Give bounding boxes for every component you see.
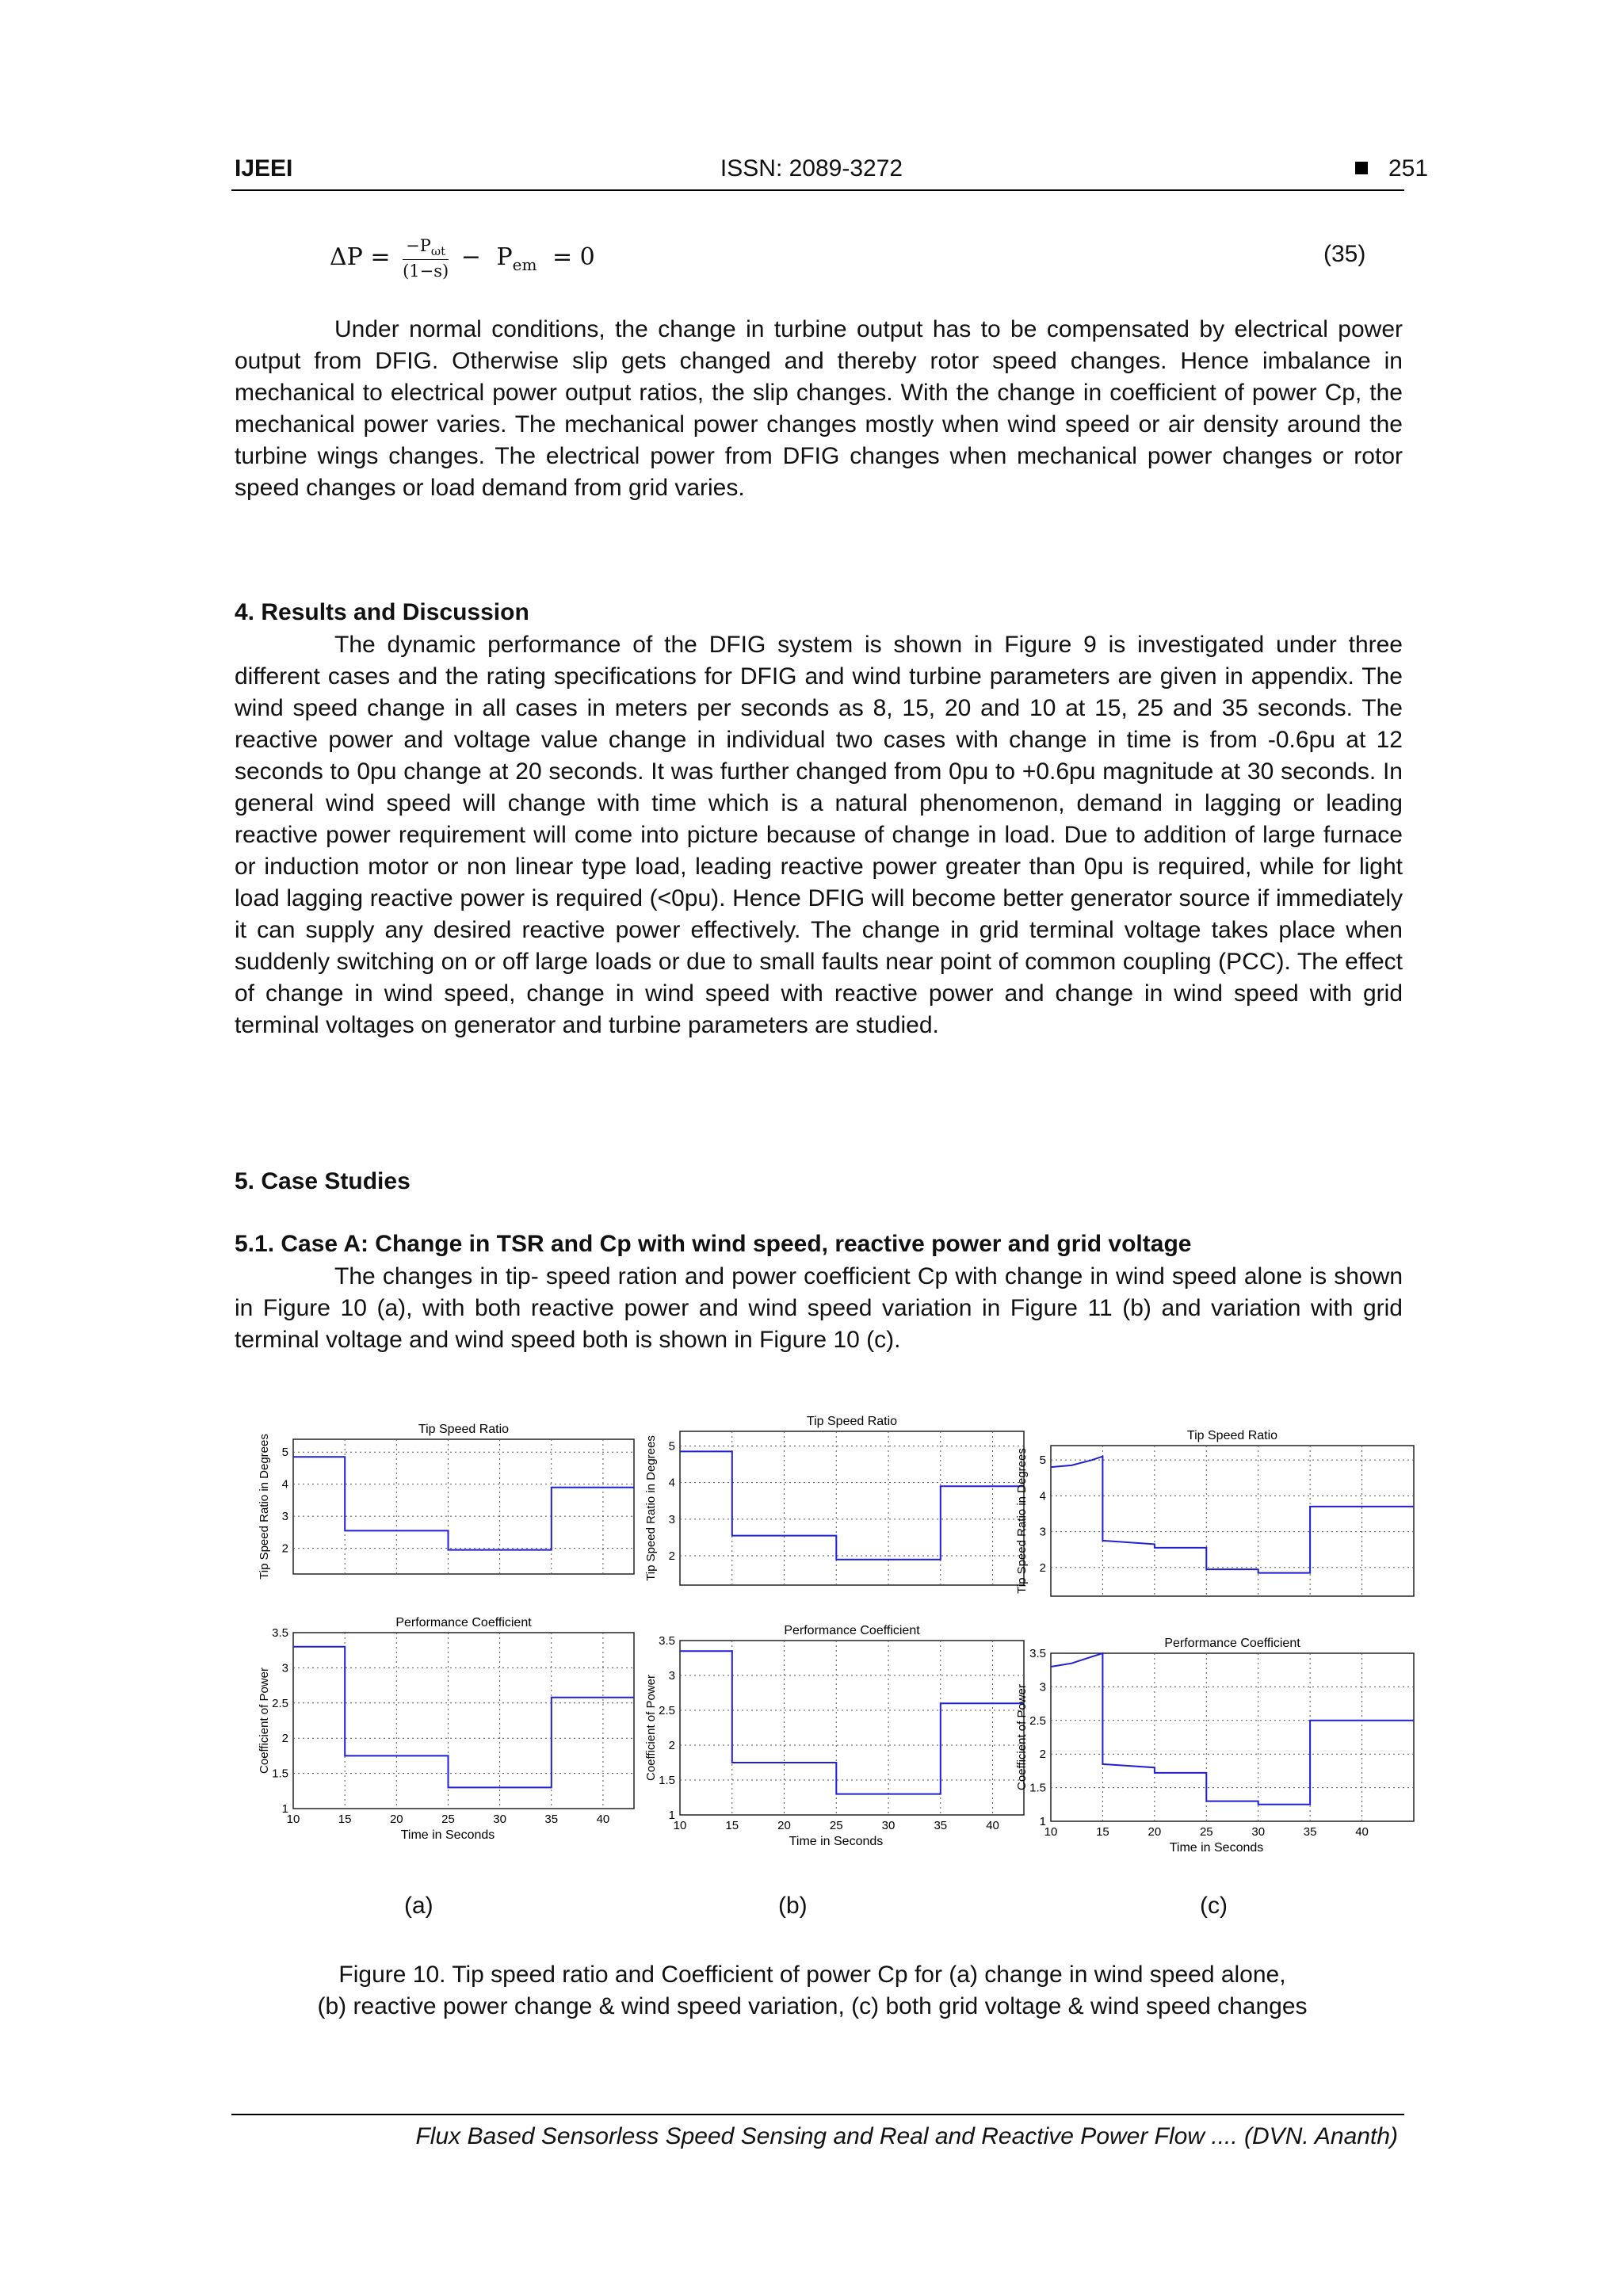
- chart-a-bottom-xtick-label: 25: [441, 1813, 455, 1826]
- chart-b-top-ytick-label: 2: [668, 1549, 675, 1564]
- issn: ISSN: 2089-3272: [720, 155, 903, 181]
- figure-caption: [206, 1959, 1419, 2023]
- chart-c-bottom-ytick-label: 1: [1039, 1815, 1046, 1828]
- equation-minus: −: [460, 243, 481, 272]
- chart-a-bottom-xlabel: Time in Seconds: [400, 1828, 495, 1842]
- chart-c-bottom-ytick-label: 3.5: [1029, 1647, 1046, 1660]
- chart-c-top-ytick-label: 2: [1039, 1561, 1046, 1575]
- footer-citation: Flux Based Sensorless Speed Sensing and Real and Reactive Power Flow .... (DVN. Ananth): [415, 2123, 1398, 2149]
- chart-a-bottom-xtick-label: 15: [338, 1813, 352, 1826]
- chart-a-top-ytick-label: 5: [281, 1446, 288, 1460]
- chart-a-bottom-ytick-label: 2: [281, 1732, 288, 1746]
- chart-a-bottom-xtick-label: 40: [596, 1813, 610, 1826]
- paragraph-1-text: Under normal conditions, the change in turbine output has to be compensated by electrical power output from DFIG. Otherwise slip gets changed and thereby rotor speed changes. Hence imbalance in mechanical to electrical power output ratios, the slip changes. With the change in coefficient of power Cp, the mechanical power varies. The mechanical power changes mostly when wind speed or air density around the turbine wings changes. The electrical power from DFIG changes when mechanical power changes or rotor speed changes or load demand from grid varies.: [235, 316, 1403, 501]
- section-5-1-text: The changes in tip- speed ration and power coefficient Cp with change in wind speed alone is shown in Figure 10 (a), with both reactive power and wind speed variation in Figure 11 (b) and variation with grid terminal voltage and wind speed both is shown in Figure 10 (c).: [235, 1263, 1403, 1353]
- figure-panel-c: [1013, 1425, 1425, 1866]
- chart-c-bottom-xtick-label: 15: [1096, 1825, 1109, 1839]
- panel-label-b: (b): [778, 1893, 808, 1919]
- chart-a-bottom-xtick-label: 30: [493, 1813, 506, 1826]
- chart-b-top-ytick-label: 3: [668, 1512, 675, 1526]
- chart-b-bottom-xtick-label: 25: [829, 1819, 843, 1832]
- chart-b-top-title: Tip Speed Ratio: [806, 1415, 898, 1428]
- chart-a-bottom-xtick-label: 10: [286, 1813, 300, 1826]
- chart-c-bottom-ytick-label: 2.5: [1029, 1713, 1046, 1728]
- equation-number: (35): [1323, 241, 1366, 267]
- chart-c-top-axes: [1051, 1446, 1414, 1596]
- chart-a-bottom-ylabel: Coefficient of Power: [258, 1668, 271, 1774]
- figure-panel-a: [255, 1419, 651, 1862]
- chart-a-bottom-ytick-label: 1.5: [272, 1767, 288, 1781]
- chart-b-bottom-ylabel: Coefficient of Power: [644, 1675, 658, 1781]
- chart-c-top-ytick-label: 5: [1039, 1454, 1046, 1468]
- chart-a-bottom-ytick-label: 3: [281, 1661, 288, 1675]
- chart-c-top-title: Tip Speed Ratio: [1186, 1429, 1278, 1442]
- page-number-group: [1355, 155, 1428, 182]
- chart-b-bottom-xtick-label: 15: [725, 1819, 739, 1832]
- caption-line-2: (b) reactive power change & wind speed variation, (c) both grid voltage & wind speed changes: [317, 1993, 1308, 2019]
- chart-b-top-ylabel: Tip Speed Ratio in Degrees: [644, 1435, 658, 1581]
- journal-name: IJEEI: [235, 155, 293, 181]
- square-bullet-icon: [1355, 162, 1368, 174]
- chart-b-bottom-xtick-label: 40: [986, 1819, 999, 1832]
- header-rule: [231, 189, 1404, 191]
- section-5-heading: 5. Case Studies: [235, 1168, 411, 1194]
- chart-b-top-ytick-label: 5: [668, 1439, 675, 1454]
- chart-b-bottom-ytick-label: 1.5: [659, 1774, 675, 1787]
- chart-c-bottom-xtick-label: 10: [1044, 1825, 1058, 1839]
- chart-b-bottom-ytick-label: 3.5: [659, 1634, 675, 1648]
- chart-b-bottom-xtick-label: 10: [673, 1819, 687, 1832]
- chart-b-top-ytick-label: 4: [668, 1476, 675, 1490]
- chart-c-bottom-ytick-label: 3: [1039, 1680, 1046, 1694]
- chart-c-bottom-xtick-label: 25: [1199, 1825, 1213, 1839]
- chart-a-top-ylabel: Tip Speed Ratio in Degrees: [258, 1434, 271, 1580]
- chart-b-bottom-xtick-label: 20: [777, 1819, 791, 1832]
- chart-b-bottom-title: Performance Coefficient: [784, 1624, 920, 1637]
- chart-c-bottom-xtick-label: 35: [1303, 1825, 1317, 1839]
- equation-fraction: [403, 236, 449, 281]
- chart-c-bottom-ylabel: Coefficient of Power: [1015, 1684, 1029, 1790]
- chart-b-bottom-xtick-label: 35: [934, 1819, 948, 1832]
- numerator-symbol: −P: [406, 236, 431, 255]
- equation-term: P: [496, 243, 513, 272]
- chart-c-top-ytick-label: 4: [1039, 1489, 1046, 1503]
- chart-c-top-ytick-label: 3: [1039, 1525, 1046, 1539]
- footer-rule: [231, 2114, 1404, 2115]
- section-4-heading: 4. Results and Discussion: [235, 599, 529, 625]
- chart-b-bottom-ytick-label: 1: [668, 1809, 675, 1822]
- equation-35: [330, 236, 595, 281]
- chart-c-bottom-axes: [1051, 1653, 1414, 1821]
- equation-rhs: = 0: [552, 243, 595, 272]
- chart-c-bottom-xlabel: Time in Seconds: [1169, 1841, 1264, 1855]
- chart-b-bottom-ytick-label: 2.5: [659, 1704, 675, 1717]
- section-4-body: [235, 629, 1403, 1041]
- chart-a-top-title: Tip Speed Ratio: [418, 1423, 510, 1436]
- chart-c-bottom-title: Performance Coefficient: [1164, 1637, 1300, 1650]
- section-4-text: The dynamic performance of the DFIG system is shown in Figure 9 is investigated under three different cases and the rating specifications for DFIG and wind turbine parameters are given in appendix. The wind speed change in all cases in meters per seconds as 8, 15, 20 and 10 at 15, 25 and 35 seconds. The reactive power and voltage value change in individual two cases with change in time is from -0.6pu at 12 seconds to 0pu change at 20 seconds. It was further changed from 0pu to +0.6pu magnitude at 30 seconds. In general wind speed will change with time which is a natural phenomenon, demand in lagging or leading reactive power requirement will come into picture because of change in load. Due to addition of large furnace or induction motor or non linear type load, leading reactive power greater than 0pu is required, while for light load lagging reactive power is required (<0pu). Hence DFIG will become better generator source if immediately it can supply any desired reactive power effectively. The change in grid terminal voltage takes place when suddenly switching on or off large loads or due to small faults near point of common coupling (PCC). The effect of change in wind speed, change in wind speed with reactive power and change in wind speed with grid terminal voltages on generator and turbine parameters are studied.: [235, 632, 1403, 1038]
- numerator-subscript: ωt: [430, 244, 446, 259]
- panel-label-c: (c): [1200, 1893, 1228, 1919]
- chart-a-bottom-xtick-label: 35: [544, 1813, 559, 1826]
- chart-c-top-ylabel: Tip Speed Ratio in Degrees: [1015, 1448, 1029, 1594]
- figure-panel-a-svg: [255, 1419, 651, 1862]
- page-number: 251: [1388, 155, 1429, 181]
- equation-denominator: (1−s): [403, 262, 449, 281]
- caption-line-1: Figure 10. Tip speed ratio and Coefficient of power Cp for (a) change in wind speed alone,: [338, 1962, 1286, 1988]
- section-5-1-heading: 5.1. Case A: Change in TSR and Cp with wind speed, reactive power and grid voltage: [235, 1231, 1192, 1257]
- figure-panel-b-svg: [642, 1411, 1038, 1862]
- chart-a-bottom-title: Performance Coefficient: [395, 1616, 532, 1629]
- chart-b-bottom-xlabel: Time in Seconds: [789, 1835, 884, 1848]
- figure-panel-c-svg: [1013, 1425, 1425, 1866]
- chart-a-top-ytick-label: 4: [281, 1477, 288, 1492]
- panel-label-a: (a): [404, 1893, 433, 1919]
- chart-b-bottom-xtick-label: 30: [881, 1819, 896, 1832]
- chart-a-bottom-ytick-label: 2.5: [272, 1696, 288, 1710]
- chart-a-bottom-xtick-label: 20: [389, 1813, 403, 1826]
- chart-a-top-ytick-label: 3: [281, 1510, 288, 1524]
- equation-term-subscript: em: [512, 255, 537, 275]
- chart-a-bottom-ytick-label: 3.5: [272, 1626, 288, 1640]
- equation-lhs: ΔP =: [330, 243, 391, 272]
- chart-a-bottom-ytick-label: 1: [281, 1802, 288, 1816]
- chart-b-bottom-ytick-label: 2: [668, 1739, 675, 1752]
- chart-b-bottom-ytick-label: 3: [668, 1669, 675, 1683]
- figure-panel-b: [642, 1411, 1038, 1862]
- chart-c-bottom-xtick-label: 20: [1148, 1825, 1162, 1839]
- chart-c-bottom-xtick-label: 40: [1355, 1825, 1369, 1839]
- section-5-1-body: [235, 1261, 1403, 1356]
- equation-numerator: [403, 236, 449, 260]
- paragraph-1: [235, 314, 1403, 504]
- chart-c-bottom-ytick-label: 2: [1039, 1748, 1046, 1762]
- chart-c-bottom-ytick-label: 1.5: [1029, 1781, 1046, 1795]
- chart-c-bottom-xtick-label: 30: [1251, 1825, 1266, 1839]
- chart-a-top-ytick-label: 2: [281, 1541, 288, 1556]
